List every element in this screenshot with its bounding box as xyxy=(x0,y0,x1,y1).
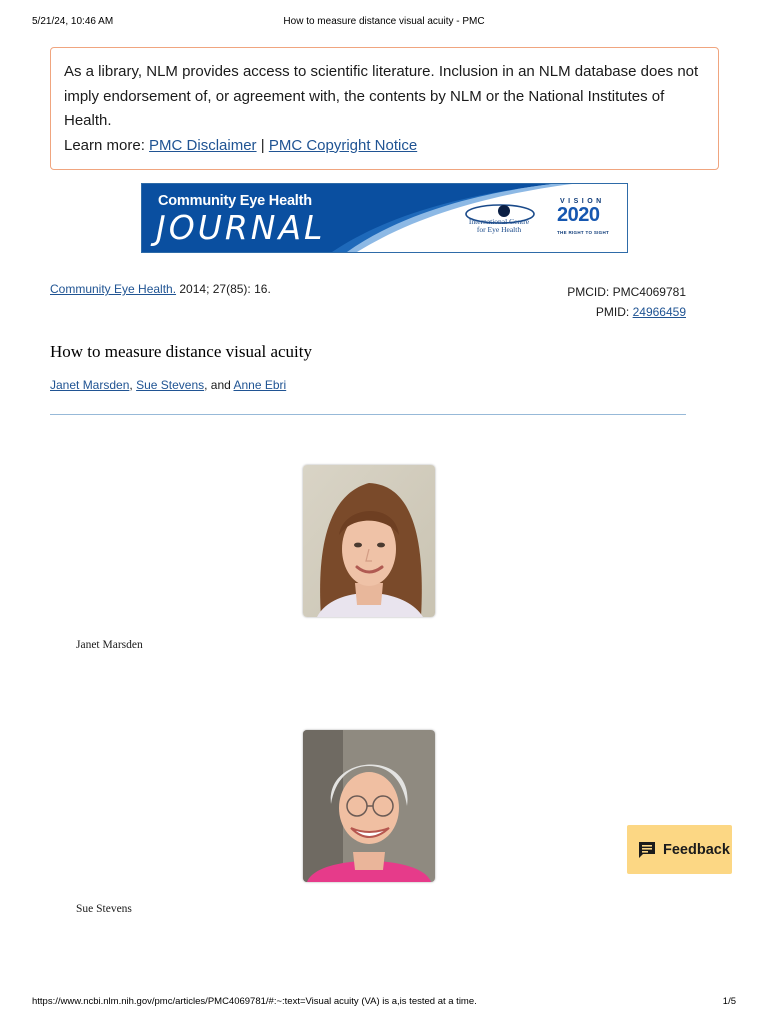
journal-link[interactable]: Community Eye Health. xyxy=(50,282,177,296)
pmcid-row xyxy=(567,282,686,302)
citation xyxy=(50,282,271,296)
print-footer xyxy=(32,996,736,1010)
author-link-marsden[interactable]: Janet Marsden xyxy=(50,378,130,392)
author-photo-marsden[interactable] xyxy=(303,465,435,617)
print-header xyxy=(32,16,736,30)
pmid-link[interactable]: 24966459 xyxy=(632,305,686,319)
figure-caption: Sue Stevens xyxy=(76,903,132,915)
vision-word: VISION xyxy=(560,198,605,205)
article-ids xyxy=(567,282,686,322)
pmc-copyright-link[interactable]: PMC Copyright Notice xyxy=(268,136,418,154)
pmid-label: PMID: xyxy=(595,305,630,319)
feedback-button[interactable] xyxy=(627,825,732,874)
page-number: 1/5 xyxy=(722,996,736,1007)
pmc-disclaimer-link[interactable]: PMC Disclaimer xyxy=(149,136,257,154)
learn-more-label: Learn more: xyxy=(64,136,145,154)
banner-community-eye-health: Community Eye Health xyxy=(158,193,312,209)
print-date: 5/21/24, 10:46 AM xyxy=(32,16,114,27)
article-title: How to measure distance visual acuity xyxy=(50,342,313,361)
pmcid-label: PMCID: xyxy=(567,285,610,299)
icel-line1: International Centre xyxy=(468,217,530,226)
pmid-row xyxy=(567,302,686,322)
author-separator: , and xyxy=(204,378,231,392)
figure-caption: Janet Marsden xyxy=(76,639,143,651)
vision-2020-logo: 2020 xyxy=(557,204,600,226)
feedback-icon xyxy=(637,840,657,860)
print-page-title: How to measure distance visual acuity - PMC xyxy=(283,16,485,27)
pmcid-value: PMC4069781 xyxy=(612,285,686,299)
author-link-ebri[interactable]: Anne Ebri xyxy=(233,378,287,392)
print-url: https://www.ncbi.nlm.nih.gov/pmc/articles/PMC4069781/#:~:text=Visual acuity (VA) is a,is tested at a time. xyxy=(32,996,477,1007)
author-list xyxy=(50,378,286,392)
vision-tagline: THE RIGHT TO SIGHT xyxy=(557,230,610,235)
icel-logo-text xyxy=(458,218,540,234)
nlm-disclaimer-notice xyxy=(50,47,719,170)
journal-banner[interactable] xyxy=(141,183,628,253)
author-separator: , xyxy=(129,378,133,392)
author-link-stevens[interactable]: Sue Stevens xyxy=(136,378,205,392)
feedback-label: Feedback xyxy=(663,841,730,858)
notice-separator: | xyxy=(260,136,265,154)
icel-line2: for Eye Health xyxy=(476,225,522,234)
banner-journal-wordmark: JOURNAL xyxy=(156,208,326,247)
notice-text: As a library, NLM provides access to scientific literature. Inclusion in an NLM database does not imply endorsement of, or agreement with, the contents by NLM or the National Institutes of Health. xyxy=(64,63,699,129)
author-photo-stevens[interactable] xyxy=(303,730,435,882)
section-divider xyxy=(50,414,686,415)
citation-details: 2014; 27(85): 16. xyxy=(176,282,271,296)
